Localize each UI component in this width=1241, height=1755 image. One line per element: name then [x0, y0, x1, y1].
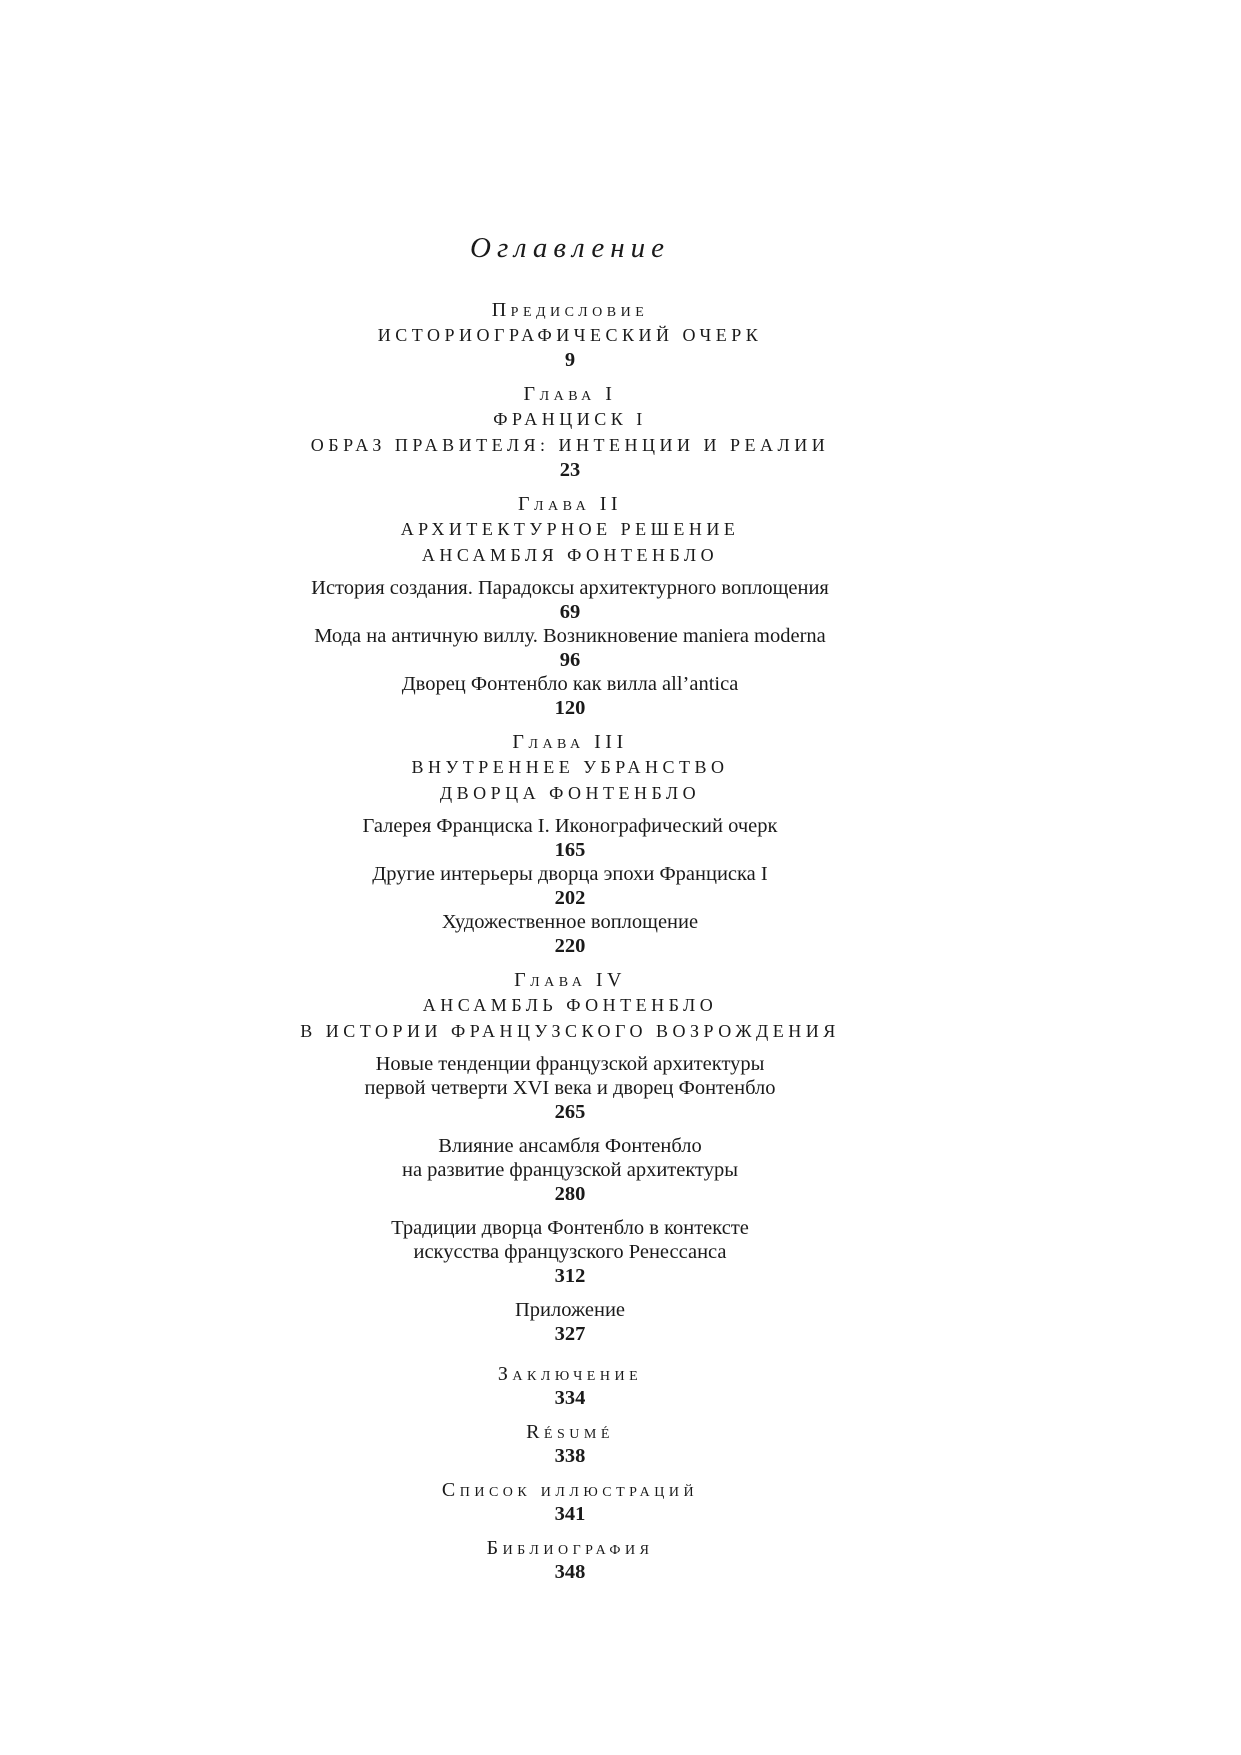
page-number: 96 [559, 649, 581, 671]
chapter-name-line1: ФРАНЦИСК I [493, 409, 647, 429]
page-number: 312 [554, 1265, 586, 1287]
page-number: 265 [554, 1101, 586, 1123]
chapter-label: Глава III [512, 731, 628, 753]
section-title: Влияние ансамбля Фонтенбло [438, 1135, 702, 1157]
chapter-label: Глава IV [514, 969, 626, 991]
section-list [0, 814, 1140, 958]
toc-preface [0, 298, 1140, 372]
chapter-label: Глава II [517, 493, 623, 515]
toc-resume [0, 1420, 1140, 1468]
chapter-name-line2: В ИСТОРИИ ФРАНЦУЗСКОГО ВОЗРОЖДЕНИЯ [300, 1021, 840, 1041]
section-list [0, 1052, 1140, 1346]
toc-conclusion [0, 1362, 1140, 1410]
page-number: 9 [564, 349, 576, 371]
section-title: Галерея Франциска I. Иконографический очерк [362, 815, 778, 837]
page-number: 202 [554, 887, 586, 909]
section-title: Художественное воплощение [441, 911, 699, 933]
chapter-name-line1: АНСАМБЛЬ ФОНТЕНБЛО [422, 995, 718, 1015]
page-number: 338 [554, 1445, 586, 1467]
page-number: 327 [554, 1323, 586, 1345]
page-number: 165 [554, 839, 586, 861]
page-number: 69 [559, 601, 581, 623]
chapter-name-line2: АНСАМБЛЯ ФОНТЕНБЛО [421, 545, 719, 565]
section-title: Мода на античную виллу. Возникновение maniera moderna [314, 625, 826, 647]
toc-chapter-1 [0, 382, 1140, 482]
section-list [0, 576, 1140, 720]
section-title: Другие интерьеры дворца эпохи Франциска I [372, 863, 768, 885]
page-number: 348 [554, 1561, 586, 1583]
back-matter-label: Заключение [497, 1363, 643, 1385]
toc-illustrations [0, 1478, 1140, 1526]
section-title-cont: первой четверти XVI века и дворец Фонтенбло [364, 1077, 776, 1099]
section-title: Приложение [514, 1299, 626, 1321]
toc-chapter-3 [0, 730, 1140, 958]
back-matter-label: Библиография [486, 1537, 654, 1559]
page-number: 280 [554, 1183, 586, 1205]
section-title: Дворец Фонтенбло как вилла all’antica [401, 673, 739, 695]
section-title: Традиции дворца Фонтенбло в контексте [391, 1217, 749, 1239]
section-title-cont: искусства французского Ренессанса [413, 1241, 727, 1263]
chapter-name-line2: ДВОРЦА ФОНТЕНБЛО [439, 783, 701, 803]
toc-bibliography [0, 1536, 1140, 1584]
section-title-cont: на развитие французской архитектуры [401, 1159, 738, 1181]
chapter-name-line1: АРХИТЕКТУРНОЕ РЕШЕНИЕ [400, 519, 740, 539]
page-number: 120 [554, 697, 586, 719]
chapter-label: Глава I [523, 383, 617, 405]
back-matter-label: Список иллюстраций [441, 1479, 699, 1501]
section-title: Новые тенденции французской архитектуры [375, 1053, 765, 1075]
page-number: 334 [554, 1387, 586, 1409]
preface-name: ИСТОРИОГРАФИЧЕСКИЙ ОЧЕРК [377, 325, 763, 345]
back-matter-label: Résumé [526, 1421, 614, 1443]
page-number: 23 [559, 459, 581, 481]
toc-chapter-4 [0, 968, 1140, 1346]
table-of-contents [0, 226, 1140, 1594]
preface-label: Предисловие [491, 299, 649, 321]
page-number: 220 [554, 935, 586, 957]
toc-chapter-2 [0, 492, 1140, 720]
chapter-name-line1: ВНУТРЕННЕЕ УБРАНСТВО [411, 757, 729, 777]
chapter-name-line2: ОБРАЗ ПРАВИТЕЛЯ: ИНТЕНЦИИ И РЕАЛИИ [310, 435, 830, 455]
page-number: 341 [554, 1503, 586, 1525]
section-title: История создания. Парадоксы архитектурного воплощения [311, 577, 829, 599]
page-title: Оглавление [470, 232, 670, 264]
